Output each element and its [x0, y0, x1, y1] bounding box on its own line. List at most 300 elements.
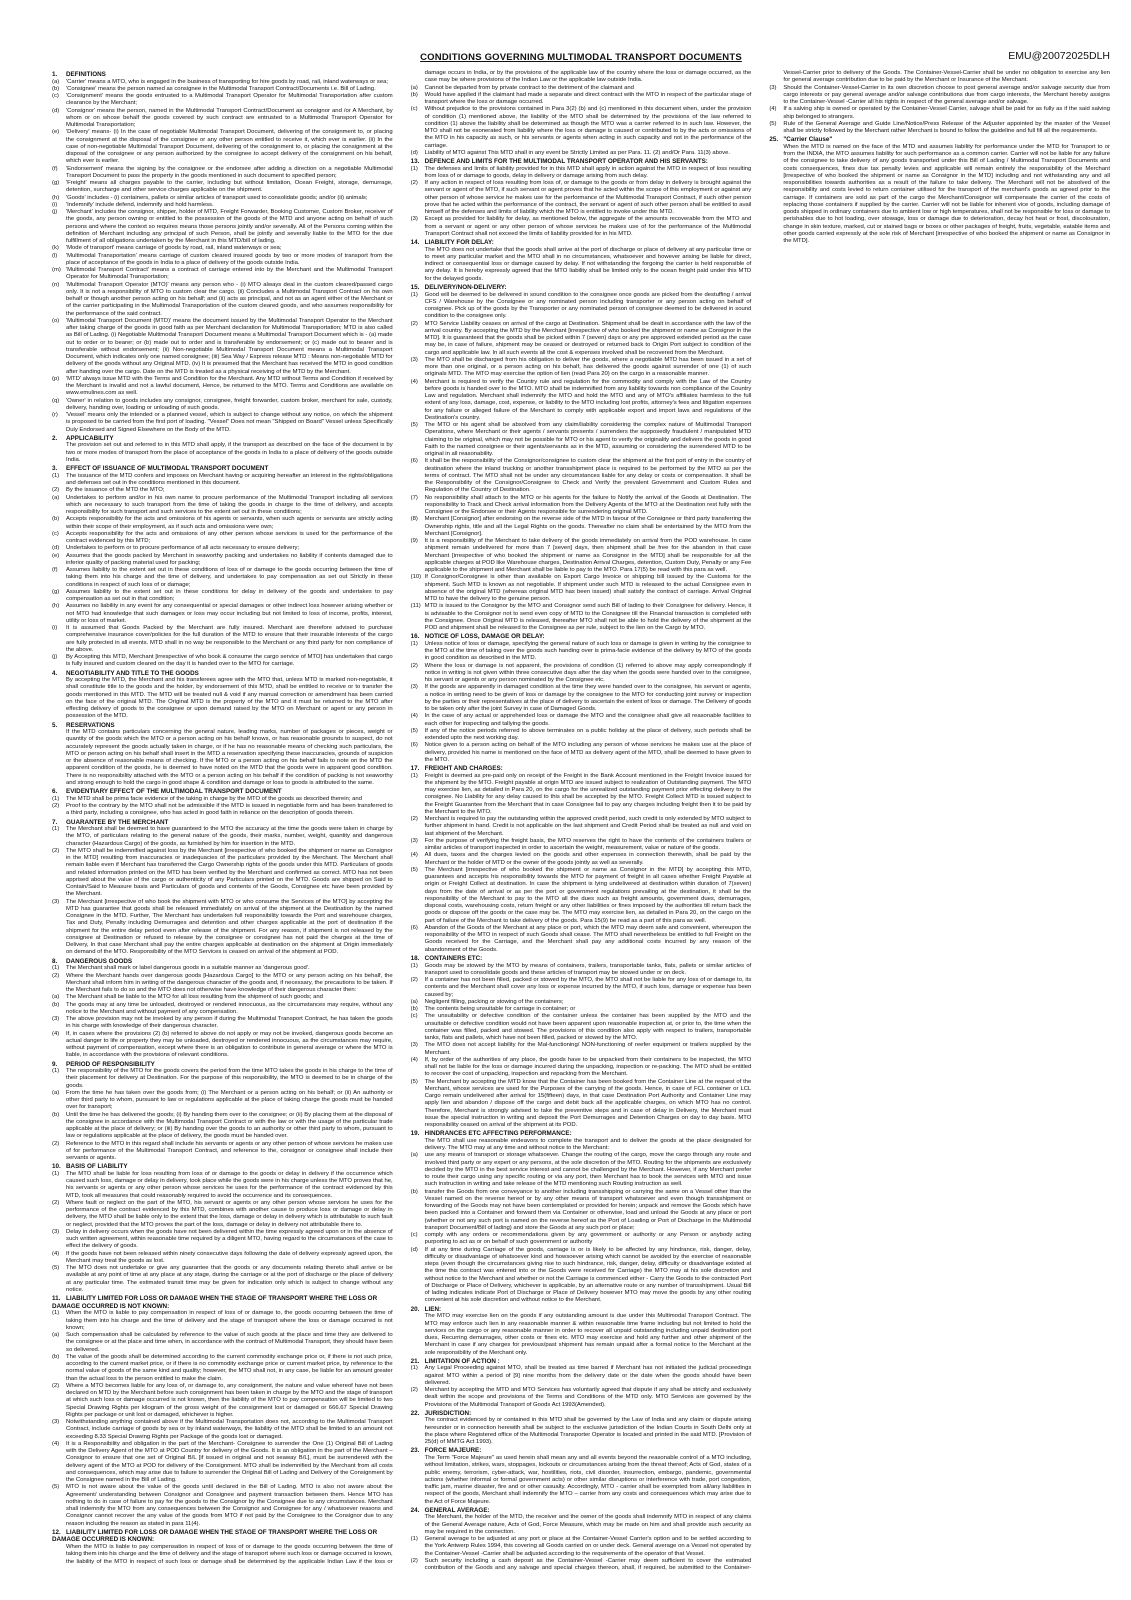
- section-number: 1.: [52, 71, 58, 78]
- clause-text: Merchant by accepting the MTD and MTO Services has voluntarily agreed that dispute if any shall be strictly and exclusively dealt within the scope and provisions of the Terms and Conditions of the MTD only. MTO Services are governed by the Provisions of the Multimodal Transport of Goods Act 1993(Amended).: [424, 1387, 752, 1408]
- clause-item: [411, 663, 752, 685]
- clause-item: [411, 357, 752, 379]
- clause-label: (a): [52, 1089, 60, 1096]
- section-heading: [411, 1447, 752, 1455]
- clause-text: Without prejudice to the provisions contained in Para 3(2) (b) and (c) mentioned in this document when, under the provision of condition (1) mentioned above, the liability of the MTO shall be determined by the provisions of the law referred to condition (1) above the liability shall be determined as though the MTO was a carrier referred to in such law. However, the MTO shall not be exonerated from liability where the loss or damage is caused or contributed to by the acts or omissions of the MTO in his capacity as such, or his servants or agents when acting in such capacity and not in the performance of the carriage.: [424, 106, 752, 149]
- clause-item: [52, 180, 393, 195]
- section-16: [411, 633, 752, 764]
- clause-text: Merchant is required to pay the outstanding within the approved credit period, such credit is only extended by MTO subject to further shipment in hand. Credit is not applicable on the last shipment and Credit Period shall be treated as null and void on last shipment of the Merchant.: [424, 816, 752, 837]
- section-number: 9.: [52, 1060, 58, 1068]
- clause-item: [52, 1141, 393, 1163]
- clause-label: (d): [52, 545, 60, 552]
- clause-text: The provision set out and referred to in this MTD shall apply, if the transport as described on the face of the document is by two or more modes of transport from the place of acceptance of the goods in India to a place of delivery of the goods outside India.: [66, 442, 393, 463]
- clause-item: [52, 1112, 393, 1141]
- clause-item: [52, 1229, 393, 1251]
- section-number: 8.: [52, 957, 58, 965]
- clause-item: [52, 412, 393, 434]
- clause-text: Where the loss or damage is not apparent, the provisions of condition (1) referred to above may apply correspondingly if notice in writing is not given within three consecutive days after the day when the goods were handed over to the consignee, his servant or agents or any person nominated by the Consignee etc.: [424, 662, 752, 684]
- clause-label: (1): [410, 1536, 418, 1543]
- clause-item: [411, 1079, 752, 1130]
- clause-label: (1): [52, 472, 60, 479]
- clause-text: 'Consignor' means the person, named in the Multimodal Transport Contract/Document as consignor and /or A Merchant, by whom or on whose behalf the goods covered by such contract are entrusted to a Multimodal Transport Operator for Multimodal Transportation;: [66, 107, 393, 129]
- clause-item: [411, 1365, 752, 1387]
- section-title: LIEN:: [424, 1305, 442, 1313]
- clause-label: (j): [52, 654, 58, 661]
- clause-item: [769, 144, 1110, 246]
- clause-label: (1): [410, 962, 418, 969]
- clause-label: (4): [410, 852, 418, 859]
- clause-text: Reference to the MTO in this regard shall include his servants or agents or any other person of whose services he makes use of for performance of the Multimodal Transport Contract, and reference to the, consignor or consignee shall include their servants or agents.: [66, 1140, 393, 1162]
- section-number: 23.: [410, 1447, 420, 1455]
- clause-label: (7): [410, 494, 418, 501]
- clause-text: No responsibility shall attach to the MTO or his agents for the failure to Notify the arrival of the Goods at Destination. The responsibility to Track and Check arrival information from the Delivery Agents of the MTO at the Destination rest fully with the Consignee or the Endorsee or their Agents responsible for surrendering original MTD.: [424, 494, 752, 516]
- section-5: [52, 722, 393, 788]
- clause-label: (b): [410, 1006, 418, 1013]
- clause-text: Rule of the General Average and Guide Line/Notice/Press Release of the Adjuster appointed by the master of the Vessel shall be strictly followed by the Merchant rather Merchant is bound to follow the guideline and full fill all the requirements.: [783, 120, 1110, 134]
- clause-text: For the purpose of verifying the freight basis, the MTO reserves the right to have the contents of the containers trailers or similar articles of transport inspected in order to ascertain the weight, measurement, value or nature of the goods.: [424, 837, 752, 852]
- clause-text: Delay in delivery occurs when the goods have not been delivered within the time expressly agreed upon or in the absence of such written agreement, within reasonable time required by a diligent MTO, having regard to the circumstances of the case to effect the delivery of goods.: [66, 1228, 393, 1250]
- clause-label: (a): [52, 78, 60, 85]
- clause-item: [52, 473, 393, 488]
- section-title: NOTICE OF LOSS, DAMAGE OR DELAY:: [424, 633, 545, 641]
- clause-text: The responsibility of the MTO for the goods covers the period from the time MTO takes the goods in his charge to the time of their placement for delivery at Destination. For the purpose of this responsibility, the MTO is deemed to be in charge of the goods.: [66, 1068, 393, 1089]
- clause-item: [52, 589, 393, 604]
- clause-item: [411, 150, 752, 157]
- clause-label: (a): [410, 84, 418, 91]
- clause-item: [411, 1417, 752, 1446]
- clause-text: Until the time he has delivered the goods; (i) By handing them over to the consignee; or (ii) By placing them at the disposal of the consignee in accordance with the Multimodal Transport Contract or with the law or with the usage of the particular trade applicable at the place of delivery; or (iii) By handing over the goods to an authority or other third party to whom, pursuant to law or regulations applicable at the place of delivery, the goods must be handed over.: [66, 1111, 393, 1140]
- clause-text: If a salving ship is owned or operated by the Container-Vessel Carrier, salvage shall be paid for as fully as if the said salving ship belonged to strangers.: [783, 106, 1110, 120]
- section-heading: [411, 955, 752, 963]
- clause-text: If any action in respect of loss resulting from loss of, or damage to the goods or from delay in delivery is brought against the servant or agent of the MTO, if such servant or agent proves that he acted within the scope of this employment or against any other person of whose service he makes use for the performance of the Multimodal Transport Contract, if such other person prove that he acted within the performance of the contract, the servant or agent of such other person shall be entitled to avail himself of the defenses and limits of liability which the MTO is entitled to invoke under this MTD.: [424, 180, 752, 216]
- clause-text: 'Consignment' means the goods entrusted to a Multimodal Transport Operator for Multimodal Transportation after custom clearance by the Merchant;: [66, 93, 393, 107]
- clause-item: [52, 899, 393, 957]
- clause-label: (11): [410, 603, 421, 610]
- clause-label: (3): [52, 1016, 60, 1022]
- clause-item: [52, 516, 393, 531]
- clause-item: [411, 1057, 752, 1079]
- clause-label: (d): [410, 149, 418, 156]
- clause-text: Such compensation shall be calculated by reference to the value of such goods at the place and time they are delivered to the consignee or at the place and time when, in accordance with the contract of Multimodal Transport, they should have been so delivered.: [66, 1332, 393, 1353]
- clause-text: Goods may be stowed by the MTO by means of containers, trailers, transportable tanks, flats, pallets or similar articles of transport used to consolidate goods and these articles of transport may be stowed under or on deck.: [424, 962, 752, 976]
- section-2: [52, 435, 393, 464]
- section-title: LIABILITY LIMITED FOR LOSS OR DAMAGE WHEN THE STAGE OF TRANSPORT WHERE THE LOSS OR DAMAGE OCCURRED IS KNOWN:: [52, 1528, 378, 1544]
- section-title: DELIVERY/NON-DELIVERY:: [424, 283, 507, 291]
- clause-item: [52, 253, 393, 268]
- clause-label: (2): [52, 803, 60, 810]
- clause-item: [52, 1251, 393, 1266]
- clause-item: [52, 1332, 393, 1354]
- section-title: LIMITATION OF ACTION :: [424, 1357, 500, 1365]
- section-heading: [52, 1529, 393, 1544]
- section-heading: [411, 1130, 752, 1138]
- clause-text: MTO is not aware about the value of the goods until declared in the Bill of Lading. MTO is also not aware about the Agreement/ understanding between Consignor and Consignee and payment transaction between them. Hence MTO has nothing to do in case of failure to pay for the goods to the Consignor by the Consignee due to any circumstances. Merchant shall indemnify the MTO from any consequences between the Consignor and Consignee for any / whatsoever reasons and Consignor cannot recover the any value of the goods from MTO if not paid by the Consignee to the Consignor due to any reason including the reason as stated in para 11(4).: [66, 1484, 393, 1527]
- clause-label: (5): [410, 727, 418, 734]
- clause-item: [769, 121, 1110, 136]
- clause-item: [52, 487, 393, 494]
- clause-item: [52, 1031, 393, 1060]
- section-title: HINDRANCES ETC AFFECTING PERFORMANCE:: [424, 1130, 572, 1138]
- section-heading: [411, 284, 752, 292]
- clause-item: [52, 803, 393, 818]
- clause-label: (4): [410, 713, 418, 720]
- clause-label: (2): [410, 977, 418, 984]
- clause-text: From the time he has taken over the goods from; (i) The Merchant or a person acting on his behalf; or (ii) An authority or other third party to whom, pursuant to law or regulations applicable at the place of taking charge the goods must be handed over for transport;: [66, 1089, 393, 1111]
- clause-item: [52, 318, 393, 376]
- clause-text: It shall be the responsibility of the Consignor/consignee to custom clear the shipment at the first port of entry in the country of destination where the inland trucking or another transshipment place is required to be performed by the MTO as per the terms of contract. The MTO shall not be under any circumstances liable for any delay or costs or compensation. It shall be the Responsibility of the Consignor/Consignee to Check and Verify the prevalent Government and Custom Rules and Regulation of the Country of Destination.: [424, 458, 752, 494]
- clause-label: (c): [410, 106, 418, 113]
- clause-label: (6): [410, 742, 418, 749]
- clause-label: (5): [410, 866, 418, 873]
- section-title: BASIS OF LIABILITY: [66, 1163, 128, 1171]
- clause-text: Abandon of the Goods of the Merchant at any place or port, which the MTO may deem safe and convenient, whereupon the responsibility of the MTO in respect of such Goods shall cease. The MTO shall nevertheless be entitled to full Freight on the Goods received for the Carriage, and the Merchant shall pay any additional costs incurred by any reason of the abandonment of the Goods.: [424, 924, 752, 953]
- clause-text: It is a Responsibility and obligation in the part of the Merchant- Consignee to surrender the One (1) Original Bill of Lading with the Delivery Agent of the MTO at POD Country for delivery of the Goods. It is an obligation in the part of the Merchant – Consignor to ensure that one set of Original B/L [if issued in original and not seaway B/L], must be surrendered with the delivery agent of the MTO at POD for delivery of the Consignment. MTO shall be indemnified by the Merchant from all costs and consequences, which may arise due to failure to surrender the Original Bill of Lading and Delivery of the Consignment by the Consignee named in the Bill of Lading.: [66, 1440, 393, 1484]
- clause-item: [411, 1387, 752, 1409]
- clause-text: Notice given to a person acting on behalf of the MTO including any person of whose services he makes use at the place of delivery, provided his name is mentioned on the face of MTD as delivery agent of the MTO, shall be deemed to have given to the MTO.: [424, 742, 752, 763]
- clause-text: The MTO shall use reasonable endeavors to complete the transport and to deliver the goods at the place designated for delivery. The MTO may at any time and without notice to the Merchant:: [424, 1137, 752, 1152]
- clause-item: [411, 925, 752, 954]
- clause-text: use any means of transport or storage whatsoever. Change the routing of the cargo, move the cargo through any route and involved third party or any expert or any persons, at the sole discretion of the MTO. Routing for the shipments are exclusively decided by the MTO in the best service interest and cannot be challenged by the Merchant. However, if any Merchant prefer to route their cargo using any specific routing or via any port, then Merchant has to book the services with MTO and issue such instruction in writing and take release of the MTD mentioning such Routing instruction as well.: [424, 1152, 752, 1188]
- clause-label: (f): [52, 567, 58, 574]
- clause-item: [411, 516, 752, 538]
- clause-label: (5): [410, 422, 418, 429]
- clause-label: (e): [52, 552, 60, 559]
- clause-item: [769, 106, 1110, 121]
- clause-item: [411, 321, 752, 357]
- clause-item: [411, 166, 752, 181]
- section-heading: [52, 71, 393, 79]
- clause-label: (p): [52, 375, 60, 382]
- clause-label: (2): [410, 1557, 418, 1564]
- section-title: EVIDENTIARY EFFECT OF THE MULTIMODAL TRANSPORT DOCUMENT: [66, 788, 282, 796]
- clause-item: [52, 1016, 393, 1031]
- section-7: [52, 819, 393, 957]
- clause-text: General average to be adjusted at any port or place at the Container-Vessel Carrier's option and to be settled according to the York Antwerp Rules 1994, this covering all Goods carried on or under deck. General average on a Vessel not operated by the Container-Vessel -Carrier shall be adjusted according to the requirements of the operator of that Vessel.: [424, 1536, 752, 1557]
- section-3: [52, 465, 393, 668]
- clause-item: [52, 973, 393, 995]
- section-11: [52, 1295, 393, 1528]
- section-title: PERIOD OF RESPONSIBILITY: [66, 1060, 155, 1068]
- clause-item: [52, 79, 393, 86]
- clause-text: Where fault or neglect on the part of the MTO, his servant or agents or any other person whose services he uses for the performance of the contract evidenced by this MTD, combines with another cause to produce loss or damage or delay in delivery, the MTO shall be liable only to the extent that the loss, damage or delay in delivery which is attributable to such fault or neglect, provided that the MTO proves the part of the loss, damage or delay in delivery not attributable there to.: [66, 1199, 393, 1228]
- clause-text: Freight is deemed as pre-paid only on receipt of the Freight in the Bank Account mentioned in the Freight Invoice issued for the shipment by the MTO. Freight payable at origin MTD are issued subject to realization of Outstanding payment. The MTO may exercise lien, as detailed in Para 20, on the cargo for the unrealized outstanding payment prior effecting delivery to the consignee. No Liability for any delay caused to this shall be accepted by the MTO. Freight Collect MTD is issued subject to the Freight Guarantee from the Merchant that in case Consignee fail to pay any charges including freight then it to be paid by the Merchant to the MTO.: [424, 772, 752, 815]
- clause-text: 'Mode of transport' means carriage of goods by road, rail, inland waterways or sea;: [66, 245, 282, 252]
- clause-item: [411, 574, 752, 603]
- clause-label: (i): [52, 201, 58, 208]
- clause-item: [52, 1265, 393, 1294]
- clause-label: (2): [52, 1140, 60, 1147]
- clause-text: The contents being unsuitable for carriage in container; or: [424, 1006, 576, 1013]
- clause-label: (9): [410, 538, 418, 545]
- clause-item: [52, 1441, 393, 1485]
- clause-label: (10): [410, 574, 422, 581]
- clause-text: If, in cases where the provisions (2) (b) referred to above do not apply or may not be invoked, dangerous goods become an actual danger to life or property they may be unloaded, destroyed or rendered innocuous, as the circumstances may require, without payment of compensation, except where there is an obligation to contribute in general average or where the MTO is liable, in accordance with the provisions of relevant conditions.: [66, 1030, 393, 1059]
- clause-item: [52, 108, 393, 130]
- clause-item: [52, 1419, 393, 1441]
- clause-text: Liability of MTO against This MTD shall in any event be Strictly Limited as per Para. 11. (2) and/Or Para. 11(3) above.: [424, 149, 731, 156]
- section-title: JURISDICTION:: [424, 1409, 472, 1417]
- clause-text: 'Delivery' means- (i) In the case of negotiable Multimodal Transport Document, delivering of the consignment to, or placing the consignment at the disposal of the consignee or any other person entitled to receive it, which ever is earlier. (ii) In the case of non-negotiable Multimodal Transport Document, delivering of the consignment to, or placing the consignment at the disposal of the consignee or any person authorized by the consignee to accept delivery of the consignment on his behalf, which ever is earlier.: [66, 129, 393, 165]
- clause-label: (1): [410, 640, 418, 647]
- clause-item: [52, 398, 393, 413]
- clause-label: (6): [410, 458, 418, 465]
- clause-item: [52, 729, 393, 787]
- clause-text: Cannot be departed from by private contract to the detriment of the claimant and: [424, 84, 634, 91]
- clause-item: [52, 209, 393, 245]
- clause-label: (5): [52, 1265, 60, 1272]
- clause-text: Proof to the contrary by the MTO shall not be admissible if the MTD is issued in negotiable form and has been transferred to a third party, including a consignee, who has acted in good faith in reliance on the description of goods therein.: [66, 803, 393, 817]
- clause-label: (2): [52, 972, 60, 979]
- clause-item: [411, 852, 752, 867]
- clause-text: Undertakes to perform and/or in his own name to procure performance of the Multimodal Transport including all services which are necessary to such transport from the time of taking the goods in charge to the time of delivery, and accepts responsibility for such transport and such services to the extent set out in these conditions;: [66, 494, 393, 516]
- clause-text: The Merchant shall be liable to the MTO for all loss resulting from the shipment of such goods; and: [66, 994, 323, 1001]
- clause-text: The Merchant, the holder of the MTD, the receiver and the owner of the goods shall indemnify MTO in respect of any claims of the General Average nature, Acts of God, Force Measure, which may be made on him and shall provide such security as may be required in the connection.: [424, 1514, 752, 1535]
- clause-item: [411, 999, 752, 1006]
- clause-label: (l): [52, 252, 58, 259]
- section-4: [52, 670, 393, 721]
- clause-item: [52, 166, 393, 181]
- clause-label: (c): [410, 1232, 418, 1239]
- clause-label: (1): [52, 1310, 60, 1317]
- clause-label: (f): [52, 165, 58, 172]
- section-title: APPLICABILITY: [66, 434, 114, 442]
- section-heading: [411, 239, 752, 247]
- clause-item: [52, 1383, 393, 1419]
- clause-item: [411, 495, 752, 517]
- clause-label: (o): [52, 317, 60, 324]
- clause-text: 'Merchant' includes the consignor, shipper, holder of MTD, Freight Forwarder, Booking Customer, Custom Broker, receiver of the goods, any person owning or entitled to the possession of the goods of the MTD and anyone acting on behalf of such persons and where the context so requires means those persons jointly and/or severally. All of the Persons coming within the definition of Merchant including any principal of such Person, shall be jointly and severally liable to the MTO for the due fulfillment of all obligations undertaken by the Merchant in this MTD/bill of lading.: [66, 209, 393, 245]
- section-heading: [52, 465, 393, 473]
- clause-label: (4): [769, 106, 777, 113]
- clause-item: [52, 1068, 393, 1090]
- section-23: [411, 1447, 752, 1505]
- clause-text: Assumes that the goods packed by Merchant in seaworthy packing and undertakes no liability if contents damaged due to inferior quality of packing material used for packing;: [66, 552, 393, 566]
- section-heading: [52, 1061, 393, 1069]
- document-title: CONDITIONS GOVERNING MULTIMODAL TRANSPORT DOCUMENTS: [420, 52, 742, 63]
- clause-label: (b): [410, 1188, 418, 1195]
- clause-text: The MTD shall be prima facie evidence of the taking in charge by the MTO of the goods as described therein; and: [66, 795, 362, 802]
- terms-columns: [52, 70, 1110, 1578]
- section-heading: [52, 670, 393, 678]
- section-title: DEFENCE AND LIMITS FOR THE MULTIMODAL TRANSPORT OPERATOR AND HIS SERVANTS:: [424, 158, 708, 165]
- clause-text: Merchant [Consignor] after endorsing on the reverse side of the MTD in favour of the Consignee or third party transferring the Ownership rights, title and all the Legal Rights on the goods. Thereafter no claim shall be entertained by the MTO from the Merchant [Consignor].: [424, 516, 752, 537]
- clause-label: (b): [52, 1111, 60, 1118]
- clause-item: [411, 106, 752, 150]
- clause-text: 'Goods' includes - (i) containers, pallets or similar articles of transport used to consolidate goods; and/or (ii) animals;: [66, 194, 368, 201]
- clause-text: Notwithstanding anything contained above if the Multimodal Transportation does not, according to the Multimodal Transport Contract, include carriage of goods by sea or by inland waterways, the liability of the MTO shall be limited to an amount not exceeding 8.33 Special Drawing Rights per Package of the goods lost or damaged.: [66, 1419, 393, 1440]
- clause-text: Such security including a cash deposit as the Container-Vessel -Carrier may deem sufficient to cover the estimated contribution of the Goods and any salvage and special charges thereon, shall, if required, be submitted to the Container-Vessel-Carrier prior to delivery of the Goods. The Container-Vessel-Carrier shall be under no obligation to exercise any lien for general average contribution due to be paid by the Merchant or Insurance of the Merchant.: [424, 70, 1110, 1572]
- clause-text: transfer the Goods from one conveyance to another including transshipping or carrying the same on a Vessel other than the Vessel named on the reverse hereof or by any other means of transport whatsoever and even though transshipment or forwarding of the Goods may not have been contemplated or provided for herein; unpack and remove the Goods which have been packed into a Container and forward them via Container or otherwise, load and unload the Goods at any place or port (whether or not any such port is named on the reverse hereof as the Port of Loading or Port of Discharge in the Multimodal transport Document/Bill of lading) and store the Goods at any such port or place;: [424, 1188, 752, 1231]
- section-title: FORCE MAJEURE:: [424, 1447, 482, 1455]
- section-number: 20.: [410, 1305, 420, 1313]
- clause-text: Assumes liability to the extent set out in these conditions for delay in delivery of the goods and undertakes to pay compensation as set out in that condition;: [66, 588, 393, 603]
- clause-item: [411, 1189, 752, 1233]
- clause-label: (2): [410, 320, 418, 327]
- clause-text: In the case of any actual or apprehended loss or damage the MTO and the consignee shall give all reasonable facilities to each other for inspecting and tallying the goods.: [424, 713, 752, 727]
- clause-label: (q): [52, 397, 60, 404]
- clause-label: (k): [52, 245, 59, 252]
- section-number: 19.: [410, 1130, 420, 1138]
- clause-item: [52, 553, 393, 568]
- clause-item: [52, 603, 393, 625]
- clause-label: (c): [52, 93, 59, 100]
- clause-item: [411, 1536, 752, 1558]
- clause-text: 'MTD' always issue MTD with the Terms and Condition for the Merchant. Any MTD without Terms and Condition if received by the Merchant is invalid and not a lawful document, Hence, be returned to the MTO. Terms and Conditions are available on www.emulines.com as well.: [66, 375, 393, 397]
- section-title: EFFECT OF ISSUANCE OF MULTIMODAL TRANSPORT DOCUMENT: [66, 465, 269, 473]
- clause-item: [52, 677, 393, 721]
- clause-item: [52, 282, 393, 318]
- clause-text: If any of the notice periods referred to above terminates on a public holiday at the place of delivery, such periods shall be extended upto the next working day.: [424, 727, 752, 742]
- section-title: "Carrier Clause": [783, 136, 833, 144]
- clause-item: [52, 1354, 393, 1383]
- clause-item: [411, 838, 752, 853]
- clause-text: The MTO does not undertake or give any guarantee that the goods or any documents relating thereto shall arrive or be available at any point of time at any place at any stage, during the carriage or at the port of discharge or the place of delivery at any particular time. The estimated transit time may be given for indication only which is subject to change without any notice.: [66, 1265, 393, 1293]
- section-heading: [52, 1163, 393, 1171]
- section-number: 10.: [52, 1163, 61, 1171]
- clause-item: [52, 245, 393, 252]
- clause-text: It is a responsibility of the Merchant to take delivery of the goods immediately on arrival from the POD warehouse. In case shipment remain undelivered for more than 7 [seven] days, then shipment shall be free for the abandon in that case Merchant [irrespective of who booked the shipment or name as Consignor in the MTD] shall be responsible for all the applicable charges at POD like Warehouse charges, Destination Arrival Charges, detention, Custom Duty, Penalty or any Fee applicable to the shipment and Merchant shall be liable to pay to the MTO. Para 17(5) be read with this para as well.: [424, 538, 752, 574]
- clause-item: [411, 247, 752, 283]
- clause-item: [411, 458, 752, 494]
- clause-label: (8): [410, 516, 418, 523]
- clause-item: [411, 977, 752, 999]
- clause-label: (j): [52, 209, 58, 216]
- section-title: GENERAL AVERAGE:: [424, 1506, 490, 1514]
- clause-text: Assumes liability to the extent set out in these conditions of loss of or damage to the goods occurring between the time of taking them into his charge and the time of delivery, and undertakes to pay compensation as set out Strictly in these conditions in respect of such loss of or damage;: [66, 567, 393, 588]
- clause-text: MTD is issued to the Consignor by the MTO and Consignor send such Bill of lading to their Consignee for delivery. Hence, it is advisable to the Consignor not to send even copy of MTD to the Consignee till the Financial transaction is completed with the Consignee. Once Original MTD is released, thereafter MTO shall not be able to hold the delivery of the shipment at the POD and shipment shall be released to the Consignee as per rule, subject to the lien on the Cargo by MTO.: [424, 603, 752, 632]
- section-22: [411, 1410, 752, 1447]
- section-heading: [411, 1358, 752, 1366]
- section-10: [52, 1163, 393, 1294]
- clause-text: Where a MTO becomes liable for any loss of, or damage to, any consignment, the nature and value whereof have not been declared on MTD by the Merchant before such consignment has been taken in charge by the MTO and the stage of transport at which such loss or damage occurred is not known, then the liability of the MTO to pay compensation will be limited to two Special Drawing Rights per kilogram of the gross weight of the consignment lost or damaged or 666.67 Special Drawing Rights per package or unit lost or damaged, whichever is higher.: [66, 1382, 393, 1418]
- clause-item: [411, 180, 752, 216]
- section-number: 22.: [410, 1409, 420, 1417]
- clause-item: [52, 826, 393, 848]
- clause-item: [52, 1484, 393, 1528]
- section-13: [411, 158, 752, 238]
- clause-text: If the goods have not been released within ninety consecutive days following the date of delivery expressly agreed upon, the Merchant may treat the goods as lost.: [66, 1250, 393, 1264]
- clause-label: (d): [410, 1246, 418, 1253]
- clause-item: [411, 1013, 752, 1042]
- clause-text: comply with any orders or recommendations given by any government or authority or any Person or anybody acting purporting to act as or on behalf of such government or authority: [424, 1232, 752, 1246]
- clause-label: (2): [52, 847, 60, 854]
- clause-text: If the MTD contains particulars concerning the general nature, leading marks, number of packages or pieces, weight or quantity of the goods which the MTO or a person acting on his behalf knows, or has reasonable grounds to suspect, do not accurately represent the goods actually taken in charge, or if he has no reasonable means of checking such particulars, the MTO or person acting on his behalf shall insert in the MTD a reservation specifying these inaccuracies, grounds of suspicion or the absence of reasonable means of checking. If the MTO or a person acting on his behalf fails to note on the MTD the apparent condition of the goods, he is deemed to have noted on the MTD that the goods were in apparent good condition. There is no responsibility attached with the MTO or a person acting on his behalf if the condition of packing is not seaworthy and strong enough to hold the cargo in good shape & condition and damage or loss to goods is attributed to the same.: [66, 729, 393, 786]
- clause-item: [52, 994, 393, 1001]
- clause-text: It is assumed that Goods Packed by the Merchant are fully insured. Merchant are therefore advised to purchase comprehensive insurance cover/policies for the full duration of the MTD to ensure that their insurable interests of the cargo are fully protected in all events. MTD shall in no way be responsible to the Merchant or any third party for non compliance of the above.: [66, 625, 393, 653]
- clause-label: (b): [410, 91, 418, 98]
- clause-label: (3): [52, 1419, 60, 1426]
- section-1: [52, 71, 393, 434]
- section-number: 3.: [52, 465, 58, 473]
- clause-text: If, by order of the authorities of any place, the goods have to be unpacked from their containers to be inspected, the MTO shall not be liable for the loss or damage incurred during the unpacking, inspection or re-packing. The MTO shall be entitled to recover the cost of unpacking, inspection and repacking from the Merchant.: [424, 1056, 752, 1078]
- clause-item: [52, 848, 393, 899]
- clause-text: The contract evidenced by or contained in this MTD shall be governed by the Law of India and any claim or dispute arising hereunder or in connection herewith shall be subject to the exclusive jurisdiction of the Indian Courts in South Delhi only at the place where Registered office of the Multimodal Transporter Operator is located and printed in the said MTD. [Provision of 25(d) of MMTG Act 1993).: [424, 1417, 752, 1446]
- clause-text: 'Multimodal Transport Operator (MTO)' means any person who - (i) MTO always deal in the custom cleared/passed cargo only. It is not a responsibility of MTO to custom clear the cargo. (ii) Concludes a Multimodal Transport Contract on his own behalf or though another person acting on his behalf; and (ii) acts as principal, and not as an agent either of the Merchant or of the carrier participating in the Multimodal Transportation of the custom cleared goods, and who assumes responsibility for the performance of the said contract.: [66, 281, 393, 317]
- clause-label: (a): [52, 494, 60, 501]
- clause-label: (1): [52, 826, 60, 833]
- clause-label: (h): [52, 603, 60, 610]
- clause-text: 'Endorsement' means the signing by the consignee or the endorsee after adding a direction on a negotiable Multimodal Transport Document to pass the property in the goods mentioned in such document to specified person;: [66, 165, 393, 179]
- clause-item: [52, 195, 393, 202]
- section-title: LIABILITY LIMITED FOR LOSS OR DAMAGE WHEN THE STAGE OF TRANSPORT WHERE THE LOSS OR DAMAGE OCCURRED IS NOT KNOWN:: [52, 1295, 378, 1310]
- section-title: FREIGHT AND CHARGES:: [424, 765, 503, 773]
- section-heading: [52, 435, 393, 443]
- clause-text: The unsuitability or defective condition of the container unless the container has been supplied by the MTO and the unsuitable or defective condition would not have been apparent upon reasonable inspection at, or prior to, the time when the container was filled, packed and stowed. The provisions of this condition also apply with respect to trailers, transportable tanks, flats and pallets, which have not been filled, packed or stowed by the MTO.: [424, 1013, 752, 1042]
- clause-item: [411, 963, 752, 978]
- clause-text: Accepts responsibility for the acts and omissions of his agents or servants, when such agents or servants are strictly acting within their scope of their employment, as if such acts and omissions were own;: [66, 516, 393, 530]
- clause-item: [411, 684, 752, 713]
- clause-text: When the MTO is liable to pay compensation in respect of loss of or damage to the goods occurring between the time of taking them into his charge and the time of delivery and the stage of transport where such loss or damage occurred is known, the liability of the MTO in respect of such loss or damage shall be determined by the applicable Indian Law if the loss or damage occurs in India, or by the provisions of the applicable law of the country where the loss or damage occurred, as the case may be where provisions of the Indian Law or the applicable law outside India.: [66, 70, 752, 1565]
- clause-item: [411, 1232, 752, 1247]
- clause-label: (3): [769, 84, 777, 91]
- clause-label: (1): [410, 1365, 418, 1372]
- clause-text: Should the Container-Vessel-Carrier in its own discretion choose to post general average and/or salvage security due from cargo interests or pay general average and/or salvage contributions due from cargo interests, the Merchant hereby assigns to the Container-Vessel -Carrier all his rights in respect of the general average and/or salvage.: [783, 84, 1110, 105]
- clause-label: (2): [410, 816, 418, 823]
- clause-text: When the MTO is named on the face of the MTD and assumes liability for performance under the MTD for Transport to or from the INDIA, the MTO assumes liability for such performance as a common carrier. Carrier will not be liable for any failure of the consignee to take delivery of any goods transported under this Bill of Lading / Multimodal Transport Documents and costs consequences, fines due tax penalty levies and applicable will remain entirely the responsibility of the Merchant [irrespective of who booked the shipment or name as Consignor in the MTD] including and not withstanding any and all responsibilities towards authorities as a result of the failure to take delivery. The Merchant will not be absolved of the responsibility and costs levied to return container utilised for the transport of the merchant's goods as agreed prior to the carriage. If containers are sold as part of the cargo the Merchant/Consignor will compensate the carrier of the costs of replacing those containers if supplied by the carrier. Carrier will not be liable for inherent vice of goods, including damage of goods shipped in ordinary containers due to ambient low or high temperatures, shall not be responsible for loss or damage to perishables due to hot loading, over stowage, loss or damage due to deterioration, decay hot heat or frost, discolouration, change in skin texture, marked, cut or stained bags or boxes or other packages of freight, fruits, vegetable, eatable items and other goods carried expressly at the sole risk of Merchant [irrespective of who booked the shipment or name as Consignor in the MTD].: [783, 143, 1110, 245]
- clause-item: [411, 1152, 752, 1188]
- clause-item: [411, 92, 752, 107]
- clause-text: The defenses and limits of liability provided for in this MTD shall apply in action against the MTO in respect of loss resulting from loss of or damage to goods, delay in delivery or damage arising from such delay.: [424, 165, 752, 179]
- clause-item: [52, 442, 393, 464]
- clause-label: (3): [410, 684, 418, 691]
- clause-item: [52, 1090, 393, 1112]
- document-code: EMU@20072025DLH: [1008, 50, 1110, 62]
- section-heading: [411, 633, 752, 641]
- section-17: [411, 765, 752, 954]
- clause-text: The Merchant [irrespective of who book the shipment with MTO or who consume the Services of the MTO] by accepting the MTD has guarantee that goods shall be released immediately on arrival of the shipment at the Destination by the named Consignee in the MTD. Further, The Merchant has undertaken full responsibility towards the Port and warehouse charges, Tax and Duty, Penalty including Demurrages and detention and other charges applicable at the port of destination if the shipment for the entire delay period even after release of the shipment. For any reason, if shipment is not released by the consignee at Destination or refused to release by the consignee or consignee has not paid the charges at the time of Delivery, In that case Merchant shall pay the entire charges applicable at destination on the shipment at Origin immediately on demand of the MTO. Responsibility of the MTO Services is ceased on arrival of the shipment at POD.: [66, 898, 393, 956]
- section-heading: [411, 1410, 752, 1418]
- section-number: 11.: [52, 1295, 61, 1303]
- clause-label: (1): [410, 291, 418, 298]
- clause-text: MTO Service Liability ceases on arrival of the cargo at Destination. Shipment shall be dealt in accordance with the law of the arrival country. By accepting the MTD by the Merchant [irrespective of who booked the shipment or name as Consignor in the MTD]. It is guaranteed that the goods shall be picked within 7 (seven) days or any pre approved extended period as the case may be, in case of failure, shipment may be ceased or destroyed or returned back to Origin Port subject to condition of the cargo and applicable law. In all such events all the cost & expenses involved shall be recovered from the Merchant.: [424, 320, 752, 356]
- clause-label: (i): [52, 625, 58, 632]
- section-title: NEGOTIABILITY AND TITLE TO THE GOODS: [66, 669, 199, 677]
- section-heading: [411, 1306, 752, 1314]
- clause-label: (b): [52, 1001, 60, 1008]
- clause-label: (2): [410, 180, 418, 187]
- section-19: [411, 1130, 752, 1304]
- clause-item: [411, 292, 752, 321]
- clause-text: The MTO shall be liable for loss resulting from loss of or damage to the goods or delay in delivery if the occurrence which caused such loss, damage or delay in delivery, took place while the goods were in his charge unless the MTO proves that he, his servants or agents or any other person whose services he uses for the performance of the contract evidenced by this MTD, took all measures that could reasonably required to avoid the occurrence and its consequences.: [66, 1170, 393, 1199]
- clause-text: The MTO does not undertake that the goods shall arrive at the port of discharge or place of delivery at any particular time or to meet any particular market and the MTO shall in no circumstances, whatsoever and however arising be liable for direct, indirect or consequential loss or damage caused by delay. If not withstanding the forgoing the carrier is held responsible of any delay. It is hereby expressly agreed that the MTO liability shall be limited only to the ocean freight paid under this MTD for the delayed goods.: [424, 246, 752, 282]
- clause-label: (3): [410, 837, 418, 844]
- clause-text: 'Freight' means all charges payable to the carrier, including but without limitation, Ocean Freight, storage, demurrage, detention, surcharge and other service charges applicable on the shipment.: [66, 180, 393, 194]
- section-title: LIABILITY FOR DELAY:: [424, 239, 494, 247]
- section-14: [411, 239, 752, 283]
- clause-label: (4): [410, 1056, 418, 1063]
- clause-text: The above provision may not be invoked by any person if during the Multimodal Transport Contract, he has taken the goods in his charge with knowledge of their dangerous character.: [66, 1016, 393, 1030]
- clause-item: [411, 538, 752, 574]
- clause-label: (a): [410, 1152, 418, 1159]
- clause-text: The MTO shall be indemnified against loss by the Merchant [irrespective of who booked the shipment or name as Consignor in the MTD] resulting from inaccuracies or inadequacies of the particulars provided by the Merchant. The Merchant shall remain liable even if Merchant has transferred the Cargo Ownership rights of the goods under this MTD. Particulars of goods and related information printed on the MTD has been verified by the Merchant and confirmed as correct. MTO has not been apprised about the value of the cargo or authenticity of any Particulars printed on the MTD. Goods are shipped on Said to Contain/Said to Measure basis and Particulars of goods and contents of the Goods, Consignee etc have been provided by the Merchant.: [66, 847, 393, 898]
- clause-text: If at any time during Carriage of the goods, carriage is or is likely to be affected by any hindrance, risk, danger, delay, difficulty or disadvantage of whatsoever kind and howsoever arising which cannot be avoided by the exercise of reasonable steps (even though the circumstances giving rise to such hindrance, risk, danger, delay, difficulty or disadvantage existed at the time this contract was entered into or the Goods were received for Carriage) the MTO may at his sole discretion and without notice to the Merchant and whether or not the Carriage is commenced either - Carry the Goods to the contracted Port of Discharge or Place of Delivery, whichever is applicable, by an alternative route or any number of transshipment. Usual Bill of lading indicates indicate Port of Discharge or Place of Delivery however MTO may move the goods by any other routing convenient at his sole discretion and without notice to the Merchant.: [424, 1246, 752, 1304]
- clause-text: The MTO may exercise lien on the goods if any outstanding amount is due under this Multimodal Transport Contract. The MTO may enforce such lien in any reasonable manner & within reasonable time frame including but not limited to hold the services on the cargo or any reasonable manner in order to recover all unpaid outstanding including unpaid destination port dues, Recurring demurrages, other costs or fines etc. MTO may exercise and hold any further and other shipment of the Merchant in case if any charges for previous/past shipment has remain unpaid after a formal notice to the Merchant at the sole responsibility of the Merchant only.: [424, 1313, 752, 1356]
- clause-label: (4): [410, 378, 418, 385]
- section-number: 18.: [410, 954, 420, 962]
- section-21: [411, 1358, 752, 1409]
- clause-label: (e): [52, 129, 60, 136]
- clause-label: (1): [52, 795, 60, 802]
- clause-item: [52, 1310, 393, 1332]
- clause-item: [411, 85, 752, 92]
- clause-text: Any Legal Proceeding against MTO, shall be treated as time barred if Merchant has not initiated the judicial proceedings against MTO within a period of [9] nine months from the delivery date or the date when the goods should have been delivered.: [424, 1365, 752, 1386]
- section-number: 4.: [52, 669, 58, 677]
- clause-text: When the MTO is liable to pay compensation in respect of loss of or damage to, the goods occurring between the time of taking them into his charge and the time of delivery and the stage of transport where the loss or damage occurred is not known;: [66, 1310, 393, 1331]
- clause-text: By Accepting this MTD, Merchant [irrespective of who book & consume the cargo service of MTO] has undertaken that cargo is fully insured and custom cleared on the day it is handed over to the MTO for carriage.: [66, 654, 393, 668]
- clause-item: [411, 641, 752, 663]
- clause-item: [52, 1200, 393, 1229]
- clause-item: [52, 129, 393, 165]
